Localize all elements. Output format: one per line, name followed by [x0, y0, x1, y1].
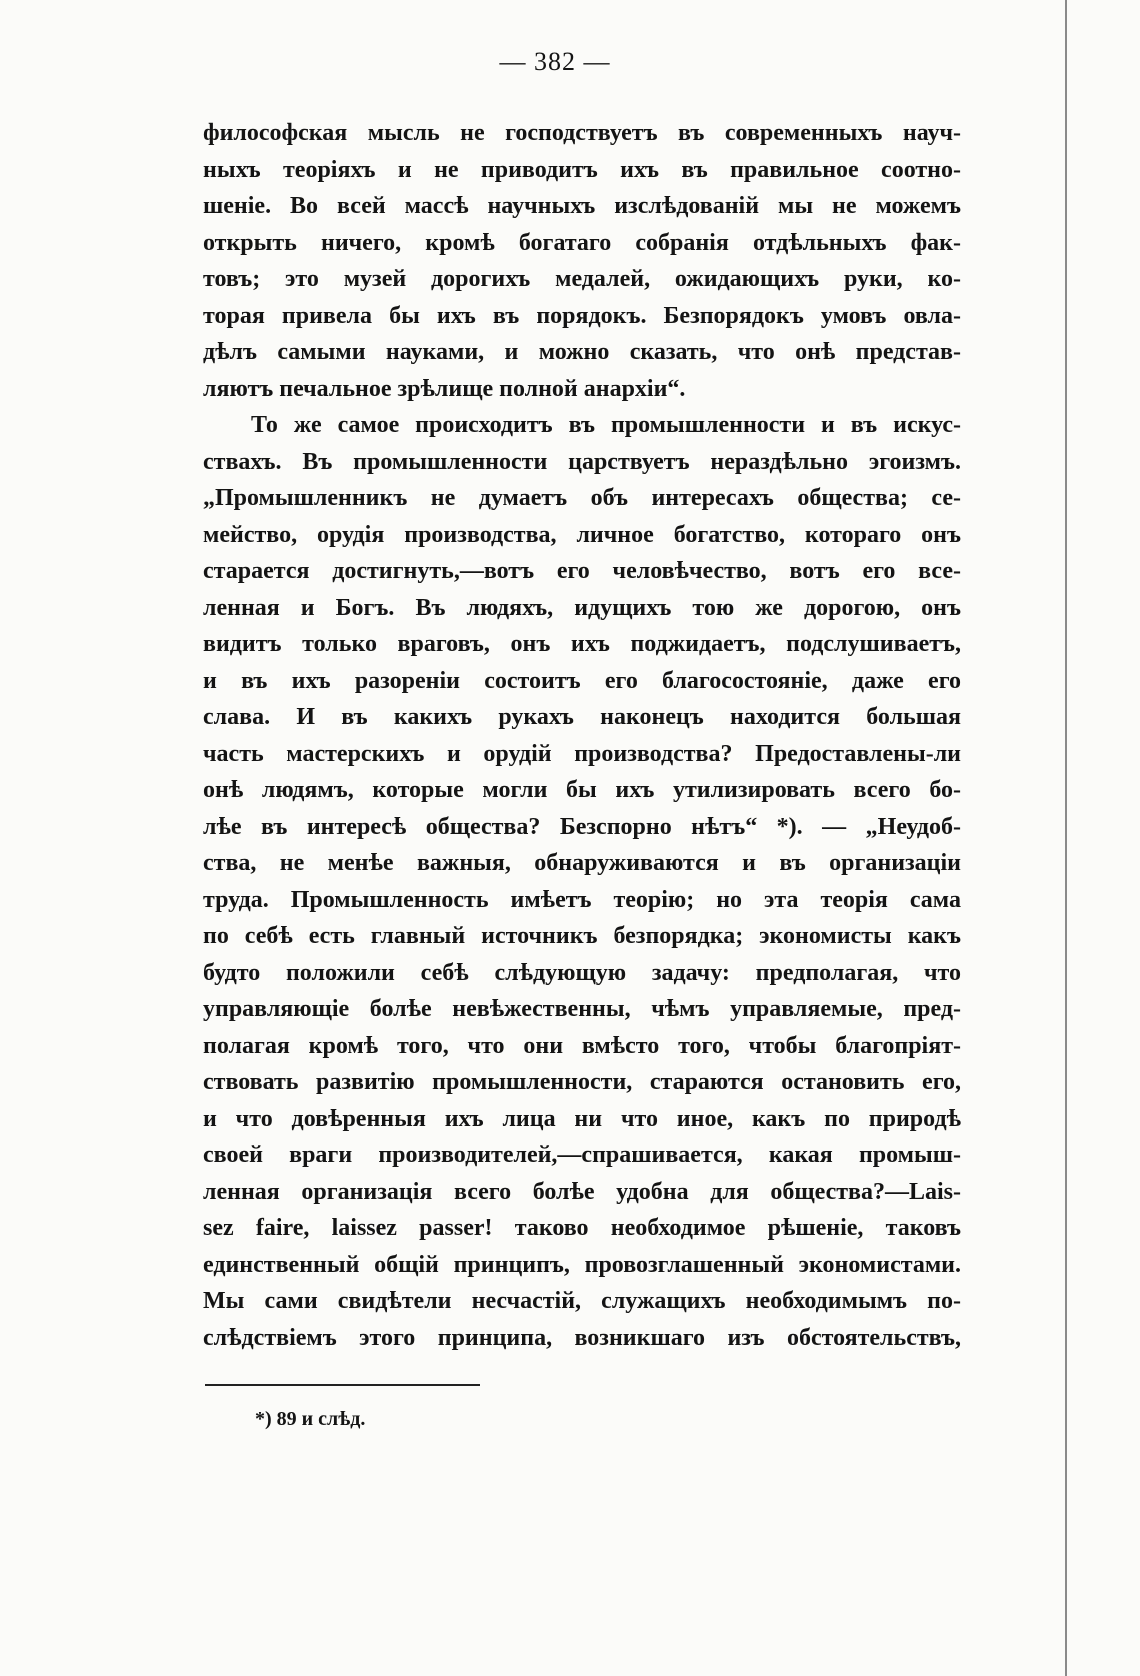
text-line: ныхъ теоріяхъ и не приводитъ ихъ въ правильное соотно-: [203, 156, 961, 183]
text-line: старается достигнуть,—вотъ его человѣчество, вотъ его все-: [203, 558, 961, 584]
text-line: „Промышленникъ не думаетъ объ интересахъ общества; се-: [203, 485, 961, 511]
text-line: торая привела бы ихъ въ порядокъ. Безпорядокъ умовъ овла-: [203, 302, 961, 329]
text-line: лѣе въ интересѣ общества? Безспорно нѣтъ“ *). — „Неудоб-: [203, 813, 961, 840]
text-line: труда. Промышленность имѣетъ теорію; но эта теорія сама: [203, 886, 961, 913]
text-line: товъ; это музей дорогихъ медалей, ожидающихъ руки, ко-: [203, 266, 961, 292]
text-line: философская мысль не господствуетъ въ современныхъ науч-: [203, 120, 961, 146]
footnote: *) 89 и слѣд.: [255, 1408, 366, 1430]
text-line: единственный общій принципъ, провозглашенный экономистами.: [203, 1251, 961, 1278]
page-number: — 382 —: [499, 47, 611, 76]
text-line: открыть ничего, кромѣ богатаго собранія отдѣльныхъ фак-: [203, 229, 961, 256]
paragraph: [203, 115, 961, 407]
text-line: и что довѣренныя ихъ лица ни что иное, какъ по природѣ: [203, 1105, 961, 1132]
text-line: ствахъ. Въ промышленности царствуетъ нераздѣльно эгоизмъ.: [203, 448, 961, 475]
text-line: ствовать развитію промышленности, стараются остановить его,: [203, 1069, 961, 1095]
text-line: мейство, орудія производства, личное богатство, котораго онъ: [203, 521, 961, 548]
text-line: управляющіе болѣе невѣжественны, чѣмъ управляемые, пред-: [203, 996, 961, 1022]
body-text: [203, 115, 961, 1356]
text-line: слава. И въ какихъ рукахъ наконецъ находится большая: [203, 704, 961, 730]
text-line: и въ ихъ разореніи состоитъ его благосостояніе, даже его: [203, 667, 961, 694]
text-line: своей враги производителей,—спрашивается, какая промыш-: [203, 1142, 961, 1168]
scan-edge-line: [1065, 0, 1067, 1676]
text-line: онѣ людямъ, которые могли бы ихъ утилизировать всего бо-: [203, 777, 961, 803]
text-line: Мы сами свидѣтели несчастій, служащихъ необходимымъ по-: [203, 1288, 961, 1314]
text-line: ленная и Богъ. Въ людяхъ, идущихъ тою же дорогою, онъ: [203, 594, 961, 621]
text-line: будто положили себѣ слѣдующую задачу: предполагая, что: [203, 959, 961, 986]
text-line: ляютъ печальное зрѣлище полной анархіи“.: [203, 375, 686, 402]
text-line: То же самое происходитъ въ промышленности и въ искус-: [251, 412, 961, 438]
text-line: дѣлъ самыми науками, и можно сказать, что онѣ представ-: [203, 339, 961, 365]
text-line: видитъ только враговъ, онъ ихъ поджидаетъ, подслушиваетъ,: [203, 631, 961, 657]
text-line: sez faire, laissez passer! таково необходимое рѣшеніе, таковъ: [203, 1215, 961, 1241]
text-line: слѣдствіемъ этого принципа, возникшаго изъ обстоятельствъ,: [203, 1324, 961, 1351]
text-line: полагая кромѣ того, что они вмѣсто того, чтобы благопріят-: [203, 1032, 961, 1059]
text-line: ленная организація всего болѣе удобна для общества?—Lais-: [203, 1178, 961, 1205]
footnote-rule: [205, 1384, 480, 1386]
text-line: ства, не менѣе важныя, обнаруживаются и въ организаціи: [203, 850, 961, 876]
text-line: по себѣ есть главный источникъ безпорядка; экономисты какъ: [203, 923, 961, 949]
text-line: шеніе. Во всей массѣ научныхъ изслѣдованій мы не можемъ: [203, 193, 961, 219]
paragraph: [203, 407, 961, 1356]
text-line: часть мастерскихъ и орудій производства? Предоставлены-ли: [203, 740, 961, 767]
